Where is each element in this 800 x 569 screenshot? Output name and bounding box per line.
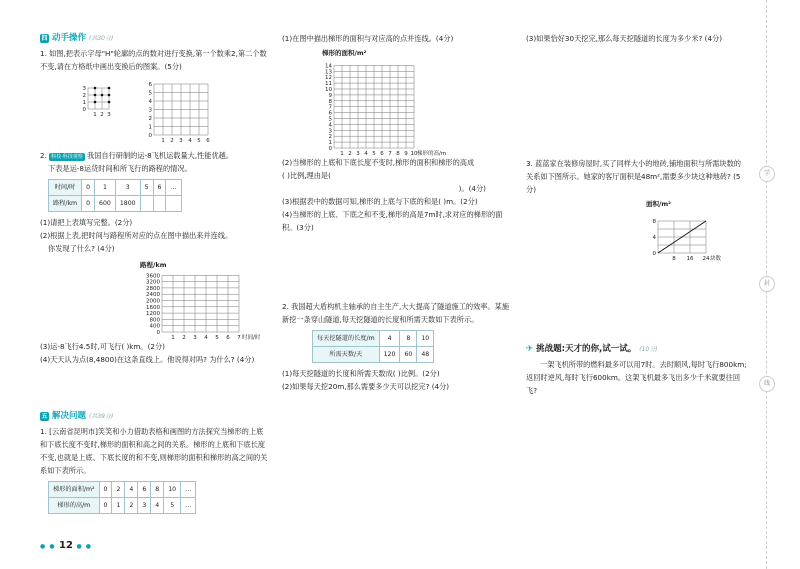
table-header-cell: 所需天数/天	[313, 347, 380, 363]
y-tick-label: 4	[328, 122, 332, 129]
challenge-title: 挑战题:天才的你,试一试。	[536, 344, 637, 354]
y-tick-label: 3600	[146, 273, 160, 280]
x-tick-label: 4	[188, 138, 192, 143]
table-header-cell: 梯形的高/m	[49, 498, 100, 514]
table-header-cell: 梯形的面积/m²	[49, 482, 100, 498]
binding-char-3: 线	[759, 376, 775, 392]
x-tick-label: 7	[237, 335, 241, 340]
x-tick-label: 3	[179, 138, 183, 143]
x-tick-label: 7	[388, 151, 392, 156]
y-tick-label: 2400	[146, 292, 160, 299]
tile-chart-svg	[646, 211, 738, 263]
table-cell	[166, 196, 181, 212]
y-tick-label: 3	[82, 86, 86, 92]
x-tick-label: 2	[100, 112, 104, 117]
table-cell: 0	[82, 196, 95, 212]
x-tick-label: 2	[348, 151, 352, 156]
table-cell: 600	[95, 196, 116, 212]
table-cell: 6	[153, 180, 166, 196]
y-tick-label: 3	[328, 128, 332, 135]
table-cell: 3	[115, 180, 140, 196]
column-left	[40, 32, 268, 518]
x-tick-label: 8	[396, 151, 400, 156]
h-point	[108, 94, 111, 97]
section-problems-header	[40, 410, 268, 423]
x-tick-label: 4	[204, 335, 208, 340]
question-4-text: 2. 我国超大盾构机主轴承的自主生产,大大提高了隧道施工的效率。某施新挖一条穿山隧道,每天挖隧道的长度和所需天数如下表所示。	[282, 302, 510, 324]
tile-chart-title: 面积/m²	[646, 200, 671, 208]
q3-sub-1: (1)在图中描出梯形的面积与对应高的点并连线。(4分)	[282, 34, 454, 43]
q4-sub-3: (3)如果恰好30天挖完,那么每天挖隧道的长度为多少米? (4分)	[526, 34, 723, 43]
x-tick-label: 5	[215, 335, 219, 340]
y-tick-label: 1	[328, 140, 332, 147]
h-point	[108, 101, 111, 104]
q3-sub-2: (2)当梯形的上底和下底长度不变时,梯形的面积和梯形的高成	[282, 158, 475, 167]
table-row	[49, 498, 196, 514]
q4-sub-2: (2)如果每天挖20m,那么需要多少天可以挖完? (4分)	[282, 382, 450, 391]
y-tick-label: 0	[652, 251, 656, 257]
y-tick-label: 1	[82, 100, 86, 106]
distance-chart-svg	[140, 272, 260, 340]
y-tick-label: 6	[328, 110, 332, 117]
y-tick-label: 5	[328, 116, 332, 123]
question-3-text: 1. [云南省昆明市]笑笑和小力借助表格和画图的方法探究当梯形的上底和下底长度不变时,梯形的面积和高之间的关系。梯形的上底和下底长度不变,也就是上底、下底长度的和不变,则梯形的面积和梯形的高之间的关系如下表所示。	[40, 427, 268, 475]
section-title: 动手操作	[52, 33, 87, 43]
h-point	[94, 87, 97, 90]
page-number	[40, 540, 92, 551]
page-dots-right: ● ●	[76, 543, 93, 550]
challenge-block	[526, 343, 748, 397]
y-tick-label: 12	[325, 75, 332, 82]
table-cell: 8	[400, 331, 417, 347]
x-tick-label: 2	[182, 335, 186, 340]
table-cell: 5	[140, 180, 153, 196]
y-tick-label: 1200	[146, 311, 160, 318]
x-tick-label: 6	[206, 138, 210, 143]
q3-sub-4: (4)当梯形的上底、下底之和不变,梯形的高是7m时,求对应的梯形的面积。(3分)	[282, 210, 503, 232]
table-cell: 10	[164, 482, 181, 498]
distance-chart-title: 路程/km	[140, 261, 167, 269]
table-cell: 4	[379, 331, 400, 347]
y-tick-label: 0	[328, 146, 332, 152]
y-tick-label: 5	[148, 90, 152, 97]
trapezoid-chart	[322, 47, 512, 156]
q2-number: 2.	[40, 151, 47, 160]
table-header-cell: 路程/km	[49, 196, 82, 212]
q2-sub-2b: 你发现了什么? (4分)	[48, 244, 115, 253]
tunnel-table	[312, 330, 434, 363]
challenge-text: 一架飞机所带的燃料最多可以用7时。去时顺风,每时飞行800km;返回时逆风,每时飞行600km。这架飞机最多飞出多少千米就要往回飞?	[526, 360, 747, 395]
x-axis-label: 块数	[710, 256, 722, 262]
table-cell	[153, 196, 166, 212]
x-tick-label: 1	[171, 335, 175, 340]
table-cell: 1	[112, 498, 125, 514]
table-cell: 0	[82, 180, 95, 196]
y-tick-label: 400	[149, 323, 160, 330]
table-cell: 2	[125, 498, 138, 514]
table-cell: 48	[417, 347, 434, 363]
y-tick-label: 0	[82, 107, 86, 113]
h-point	[94, 94, 97, 97]
table-cell: 4	[125, 482, 138, 498]
x-tick-label: 2	[170, 138, 174, 143]
table-row	[313, 331, 434, 347]
x-tick-label: 5	[372, 151, 376, 156]
table-cell: 8	[151, 482, 164, 498]
y-tick-label: 11	[325, 81, 332, 88]
question-1-text: 1. 如图,把表示字母"H"轮廓的点的数对进行变换,第一个数乘2,第二个数不变,请在方格纸中画出变换后的图案。(5分)	[40, 49, 267, 71]
y-tick-label: 2000	[146, 298, 160, 305]
table-row	[49, 196, 182, 212]
y-tick-label: 7	[328, 104, 332, 111]
x-tick-label: 3	[107, 112, 111, 117]
section-points: (共39分)	[89, 413, 114, 420]
y-tick-label: 1600	[146, 304, 160, 311]
x-axis-label: 梯形的高/m	[417, 151, 447, 156]
y-tick-label: 14	[325, 63, 332, 70]
y-tick-label: 2	[328, 134, 332, 141]
table-cell: 3	[138, 498, 151, 514]
table-header-cell: 时间/时	[49, 180, 82, 196]
x-tick-label: 9	[404, 151, 408, 156]
column-right	[526, 32, 748, 397]
trapezoid-chart-svg	[322, 60, 472, 156]
binding-char-1: 学	[759, 166, 775, 182]
y-tick-label: 0	[148, 133, 152, 139]
q2-sub-1: (1)请把上表填写完整。(2分)	[40, 218, 133, 227]
q2-sub-3: (3)运-8飞行4.5时,可飞行( )km。(2分)	[40, 342, 165, 351]
table-cell: 120	[379, 347, 400, 363]
y-tick-label: 4	[652, 235, 656, 241]
table-cell: …	[181, 482, 196, 498]
y-tick-label: 9	[328, 92, 332, 99]
x-tick-label: 6	[226, 335, 230, 340]
table-header-cell: 每天挖隧道的长度/m	[313, 331, 380, 347]
tile-chart	[646, 198, 748, 263]
q2-sub-4: (4)天天认为点(8,4800)在这条直线上。他说得对吗? 为什么? (4分)	[40, 355, 255, 364]
y-tick-label: 13	[325, 69, 332, 76]
y-tick-label: 4	[148, 99, 152, 105]
y-tick-label: 8	[652, 219, 656, 225]
table-cell: 10	[417, 331, 434, 347]
table-row	[49, 482, 196, 498]
table-cell: 0	[99, 498, 112, 514]
q2-tag: 科技·科技观察	[51, 154, 83, 160]
question-5-text: 3. 蓝蓝家在装修房屋时,买了同样大小的地砖,铺地面积与所需块数的关系如下图所示。她家的客厅面积是48m²,需要多少块这种地砖? (5分)	[526, 159, 741, 194]
transform-grid	[146, 77, 216, 143]
table-cell: 4	[151, 498, 164, 514]
x-tick-label: 4	[364, 151, 368, 156]
y-tick-label: 8	[328, 98, 332, 105]
y-tick-label: 6	[148, 82, 152, 88]
x-tick-label: 1	[93, 112, 97, 117]
x-tick-label: 6	[380, 151, 384, 156]
y-tick-label: 1	[148, 124, 152, 131]
trapezoid-chart-title: 梯形的面积/m²	[322, 49, 367, 57]
section-points: (共30分)	[89, 35, 114, 42]
x-tick-label: 3	[193, 335, 197, 340]
table-cell: 1	[95, 180, 116, 196]
y-tick-label: 2	[148, 116, 152, 122]
y-tick-label: 10	[325, 87, 332, 93]
q2-text-line1: 我国自行研制的运-8飞机运载量大,性能优越。	[87, 151, 234, 160]
y-tick-label: 0	[156, 330, 160, 336]
table-row	[49, 180, 182, 196]
table-cell: …	[181, 498, 196, 514]
h-letter-grid	[80, 77, 120, 117]
table-row	[313, 347, 434, 363]
q3-sub-2b: ( )比例,理由是(	[282, 171, 331, 180]
table-cell: 60	[400, 347, 417, 363]
y-tick-label: 2	[82, 93, 86, 99]
flight-table	[48, 179, 182, 212]
h-point	[108, 87, 111, 90]
table-cell: 6	[138, 482, 151, 498]
q3-sub-2c: )。(4分)	[458, 184, 486, 193]
column-middle	[282, 32, 512, 393]
q4-sub-1: (1)每天挖隧道的长度和所需天数成( )比例。(2分)	[282, 369, 440, 378]
section-title: 解决问题	[52, 411, 87, 421]
table-cell: 2	[112, 482, 125, 498]
question-2-intro	[40, 149, 268, 162]
q2-sub-2: (2)根据上表,把时间与路程所对应的点在图中描出来并连线。	[40, 231, 233, 240]
table-cell	[140, 196, 153, 212]
y-tick-label: 3	[148, 107, 152, 114]
table-cell: 0	[99, 482, 112, 498]
trapezoid-table	[48, 481, 196, 514]
x-tick-label: 3	[356, 151, 360, 156]
page-number-value: 12	[59, 540, 73, 551]
y-tick-label: 800	[149, 317, 160, 324]
table-cell: …	[166, 180, 181, 196]
h-point	[94, 101, 97, 104]
h-point	[101, 94, 104, 97]
q1-figures	[80, 77, 268, 143]
challenge-points: (10分)	[639, 346, 658, 353]
distance-chart	[140, 259, 268, 340]
table-cell: 5	[164, 498, 181, 514]
x-tick-label: 8	[672, 256, 676, 262]
challenge-header	[526, 343, 748, 356]
y-tick-label: 3200	[146, 279, 160, 286]
x-tick-label: 1	[340, 151, 344, 156]
q2-text-line2: 下表是运-8运货时间和所飞行的路程的情况。	[48, 164, 192, 173]
y-tick-label: 2800	[146, 285, 160, 292]
x-tick-label: 10	[410, 151, 418, 156]
section-hands-on-header	[40, 32, 268, 45]
x-tick-label: 1	[161, 138, 165, 143]
q3-sub-3: (3)根据表中的数据可知,梯形的上底与下底的和是( )m。(2分)	[282, 197, 478, 206]
section-badge: 四	[41, 35, 48, 42]
table-cell: 1800	[115, 196, 140, 212]
page-dots-left: ● ●	[40, 543, 56, 550]
x-axis-label: 时间/时	[242, 335, 260, 340]
section-badge: 五	[41, 413, 48, 420]
x-tick-label: 24	[702, 256, 710, 262]
rocket-icon: ✈	[526, 344, 534, 354]
x-tick-label: 16	[686, 256, 694, 262]
binding-char-2: 封	[759, 276, 775, 292]
x-tick-label: 5	[197, 138, 201, 143]
